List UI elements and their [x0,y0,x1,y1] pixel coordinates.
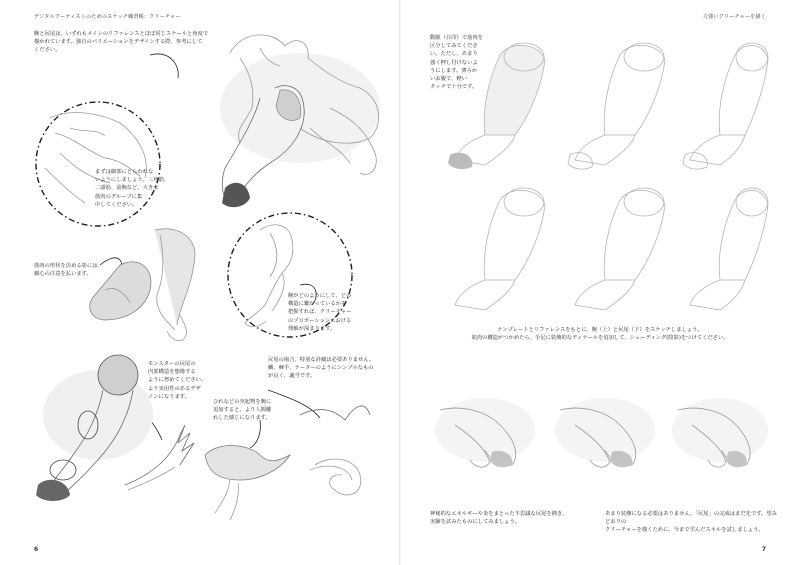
left-page-header: デジタルアーティストのためのスケッチ練習帳：クリーチャー [34,14,181,20]
muscle-areas-note: 動脈（目印）で筋肉を 区分してみてくださ い。ただし、あまり 強く押し付けないよ うにします。薄らか いお腹で、軽い タッチで十分です。 [430,35,483,91]
tail-structure-note: モンスターの尻尾の 内部構造を想像する ように努めてください。 より実用性のあるデザ インになります。 [148,361,207,400]
tail-template [555,398,655,467]
arm-template [575,188,665,310]
arm-connection-note: 腕がどのようにして、どの 構造に繋がっているかを 把握すれば、クリーチャー のプロポーションにおける 理解が深まります。 [288,293,352,332]
arm-template [690,188,768,310]
protrusions-note: ひれなどの突起物を腕に 追加すると、より人間離 れした感じになります。 [213,399,272,422]
tail-variants-sketch [120,395,390,535]
right-page [400,0,800,565]
caption-left: 神秘的なエネルギーや炎をまとった不思議な尻尾を描き、 実験を試みたものにしてみましょう。 [430,511,568,526]
caption-right: あまり装飾になる必要はありません。「尻尾」の完成はまだ先です。望みどおりの クリーチャーを描くために、今まで学んだスキルを試しましょう。 [605,511,778,534]
first-step-note: まずは細部にとらわれな いようにしましょう。三角筋、 二頭筋、前腕など、大きな 筋肉のグループに集 中してください。 [95,169,170,208]
left-page-number: 6 [34,546,39,553]
right-page-number: 7 [761,546,766,553]
arm-template [568,43,665,169]
tail-template [672,398,768,467]
arm-muscle-sketch [85,225,215,345]
arm-templates [430,25,770,315]
sketch-instruction: テンプレートとリファレンスをもとに、腕（上）と尻尾（下）をスケッチしましょう。 筋肉の構造がつかめたら、手足に装飾的なディテールを追加して、シェーディング(陰影)をつけてください。 [471,327,729,342]
tail-template [435,398,535,467]
muscle-form-note: 筋肉の形状を決める影には、 細心の注意を払います。 [34,263,103,278]
tail-templates [430,390,770,480]
right-page-header: 力強いクリーチャーを描く [702,14,766,20]
arm-template-shaded [448,43,545,169]
intro-text: 腕と尻尾は、いずれもメインのリファレンスとほぼ同じスケールと角度で 描かれています。独自のバリエーションをデザインする際、参考にして ください。 [34,31,209,54]
arm-template [455,188,545,310]
arm-template [683,43,768,169]
tail-spines-note: 尻尾の場合、特別な詳細は必要ありません。 鱗、棘手、テーターのようにシンプルなもの が良く、適当です。 [268,357,375,380]
